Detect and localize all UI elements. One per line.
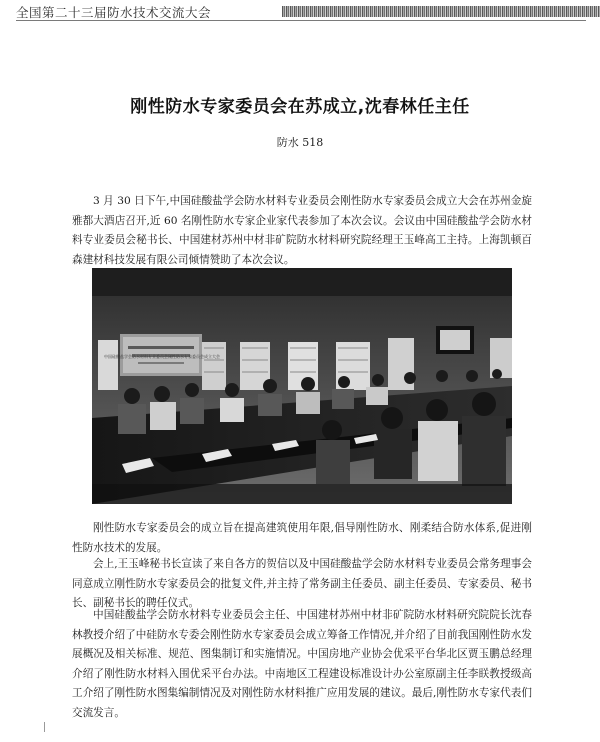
paragraph-3: 会上,王玉峰秘书长宣读了来自各方的贺信以及中国硅酸盐学会防水材料专业委员会常务理事会同意成立刚性防水专家委员会的批复文件,并主持了常务副主任委员、副主任委员、专家委员、秘书长、副秘书长的聘任仪式。 xyxy=(72,558,532,609)
meeting-photo xyxy=(92,268,512,504)
paragraph-2: 刚性防水专家委员会的成立旨在提高建筑使用年限,倡导刚性防水、刚柔结合防水体系,促进刚性防水技术的发展。 xyxy=(72,522,532,554)
article-title: 刚性防水专家委员会在苏成立,沈春林任主任 xyxy=(130,97,470,117)
projection-screen-text: 中国硅酸盐学会防水材料专业委员会刚性防水专家委员会成立大会 xyxy=(104,354,220,359)
running-header xyxy=(0,0,600,22)
header-title: 全国第二十三届防水技术交流大会 xyxy=(16,5,212,20)
header-rule xyxy=(16,20,586,21)
page-edge-mark xyxy=(44,722,45,732)
article-byline: 防水 518 xyxy=(276,136,324,149)
paragraph-4: 中国硅酸盐学会防水材料专业委员会主任、中国建材苏州中材非矿院防水材料研究院院长沈春林教授介绍了中硅防水专委会刚性防水专家委员会成立筹备工作情况,并介绍了目前我国刚性防水发展概况及相关标准、规范、图集制订和实施情况。中国房地产业协会优采平台华北区贾玉鹏总经理介绍了刚性防水材料入围优采平台办法。中南地区工程建设标准设计办公室原副主任李眹教授级高工介绍了刚性防水图集编制情况及对刚性防水材料推广应用发展的建议。最后,刚性防水专家代表们交流发言。 xyxy=(72,609,532,719)
paragraph-1: 3 月 30 日下午,中国硅酸盐学会防水材料专业委员会刚性防水专家委员会成立大会在苏州金旋雅都大酒店召开,近 60 名刚性防水专家企业家代表参加了本次会议。会议由中国硅酸盐学会防水材料专业委员会秘书长、中国建材苏州中材非矿院防水材料研究院经理王玉峰高工主持。上海凯顿百森建材科技发展有限公司倾情赞助了本次会议。 xyxy=(72,195,532,266)
header-decoration xyxy=(282,6,600,17)
